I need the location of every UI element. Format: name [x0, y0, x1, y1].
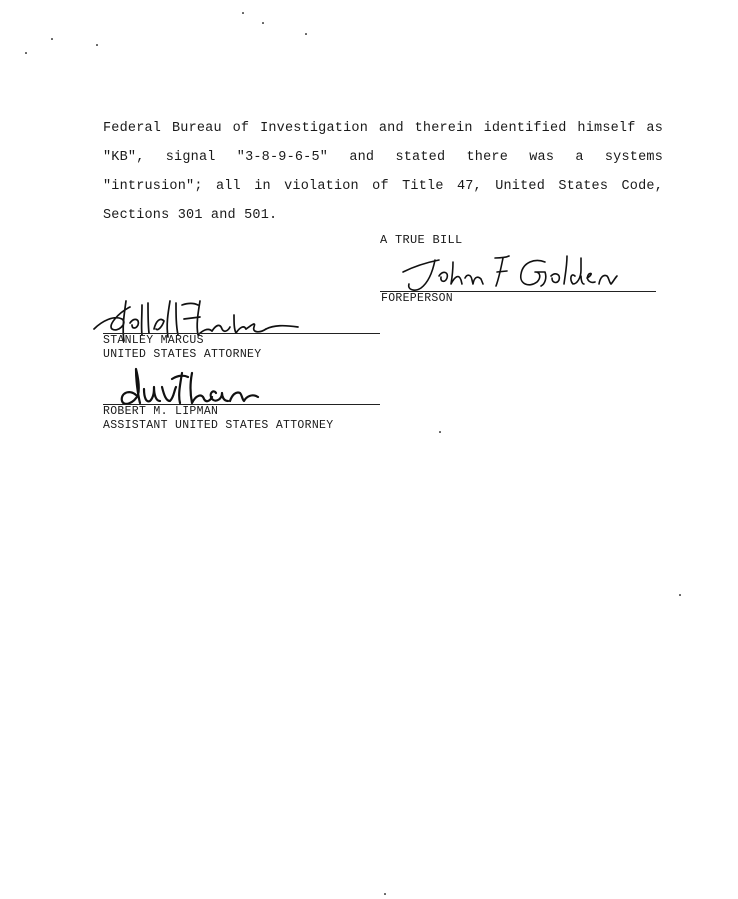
scan-speck — [262, 22, 264, 24]
scan-speck — [384, 893, 386, 895]
body-line: "KB", signal "3-8-9-6-5" and stated there was a systems — [103, 150, 663, 165]
scan-speck — [439, 431, 441, 433]
body-line: "intrusion"; all in violation of Title 47, United States Code, — [103, 179, 663, 194]
assistant-attorney-name: ROBERT M. LIPMAN — [103, 405, 219, 418]
body-line: Sections 301 and 501. — [103, 208, 278, 223]
true-bill-label: A TRUE BILL — [380, 233, 463, 247]
scan-speck — [305, 33, 307, 35]
scan-speck — [242, 12, 244, 14]
body-line: Federal Bureau of Investigation and therein identified himself as — [103, 121, 663, 136]
assistant-attorney-title: ASSISTANT UNITED STATES ATTORNEY — [103, 419, 334, 432]
scan-speck — [25, 52, 27, 54]
us-attorney-title: UNITED STATES ATTORNEY — [103, 348, 262, 361]
indictment-body-text — [103, 114, 663, 230]
scan-speck — [96, 44, 98, 46]
scan-speck — [679, 594, 681, 596]
scan-speck — [51, 38, 53, 40]
us-attorney-name: STANLEY MARCUS — [103, 334, 204, 347]
foreperson-label: FOREPERSON — [381, 292, 454, 305]
